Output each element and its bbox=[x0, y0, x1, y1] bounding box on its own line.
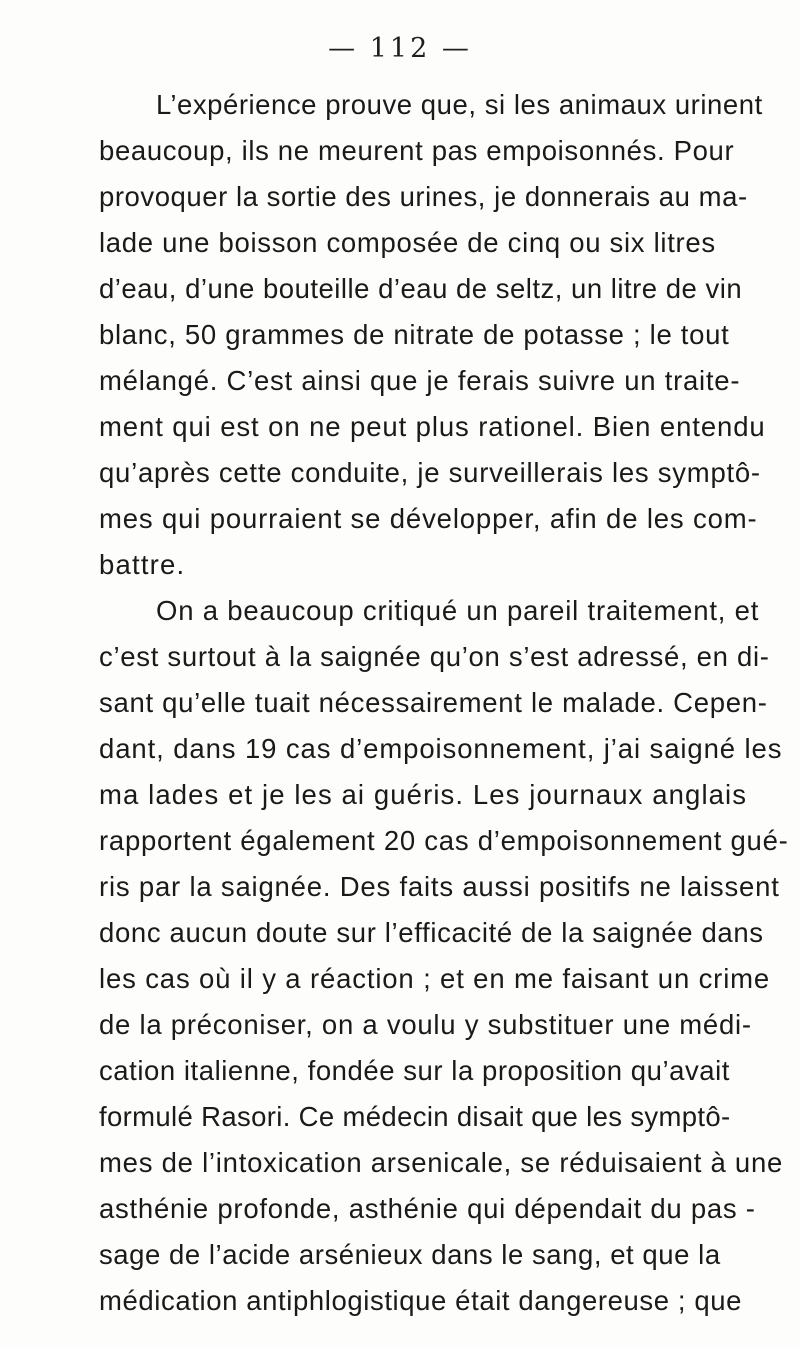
text-line: formulé Rasori. Ce médecin disait que les symptô- bbox=[99, 1101, 731, 1132]
text-line: qu’après cette conduite, je surveillerais les symptô- bbox=[99, 457, 761, 488]
text-line: On a beaucoup critiqué un pareil traitement, et bbox=[156, 595, 760, 626]
text-line: mélangé. C’est ainsi que je ferais suivre un traite- bbox=[99, 365, 741, 396]
text-line: sant qu’elle tuait nécessairement le malade. Cepen- bbox=[99, 687, 768, 718]
text-line: sage de l’acide arsénieux dans le sang, et que la bbox=[99, 1239, 721, 1270]
text-line: les cas où il y a réaction ; et en me faisant un crime bbox=[99, 963, 771, 994]
text-line: provoquer la sortie des urines, je donnerais au ma- bbox=[99, 181, 748, 212]
text-line: asthénie profonde, asthénie qui dépendait du pas - bbox=[99, 1193, 756, 1224]
text-line: mes qui pourraient se développer, afin de les com- bbox=[99, 503, 758, 534]
text-line: beaucoup, ils ne meurent pas empoisonnés. Pour bbox=[99, 135, 735, 166]
text-line: mes de l’intoxication arsenicale, se réduisaient à une bbox=[99, 1147, 784, 1178]
text-line: lade une boisson composée de cinq ou six litres bbox=[99, 227, 716, 258]
text-line: médication antiphlogistique était dangereuse ; que bbox=[99, 1285, 743, 1316]
text-line: c’est surtout à la saignée qu’on s’est adressé, en di- bbox=[99, 641, 770, 672]
text-line: de la préconiser, on a voulu y substituer une médi- bbox=[99, 1009, 752, 1040]
text-line: blanc, 50 grammes de nitrate de potasse ; le tout bbox=[99, 319, 730, 350]
text-line: ris par la saignée. Des faits aussi positifs ne laissent bbox=[99, 871, 780, 902]
text-line: ma lades et je les ai guéris. Les journaux anglais bbox=[99, 779, 748, 810]
text-line: d’eau, d’une bouteille d’eau de seltz, un litre de vin bbox=[99, 273, 743, 304]
text-line: donc aucun doute sur l’efficacité de la saignée dans bbox=[99, 917, 764, 948]
text-line: rapportent également 20 cas d’empoisonnement gué- bbox=[99, 825, 789, 856]
text-line: dant, dans 19 cas d’empoisonnement, j’ai saigné les bbox=[99, 733, 783, 764]
page-number-header: — 112 — bbox=[328, 33, 472, 64]
text-line: L’expérience prouve que, si les animaux urinent bbox=[156, 89, 763, 120]
text-line: cation italienne, fondée sur la proposition qu’avait bbox=[99, 1055, 730, 1086]
text-line: battre. bbox=[99, 549, 186, 580]
text-line: ment qui est on ne peut plus rationel. Bien entendu bbox=[99, 411, 766, 442]
